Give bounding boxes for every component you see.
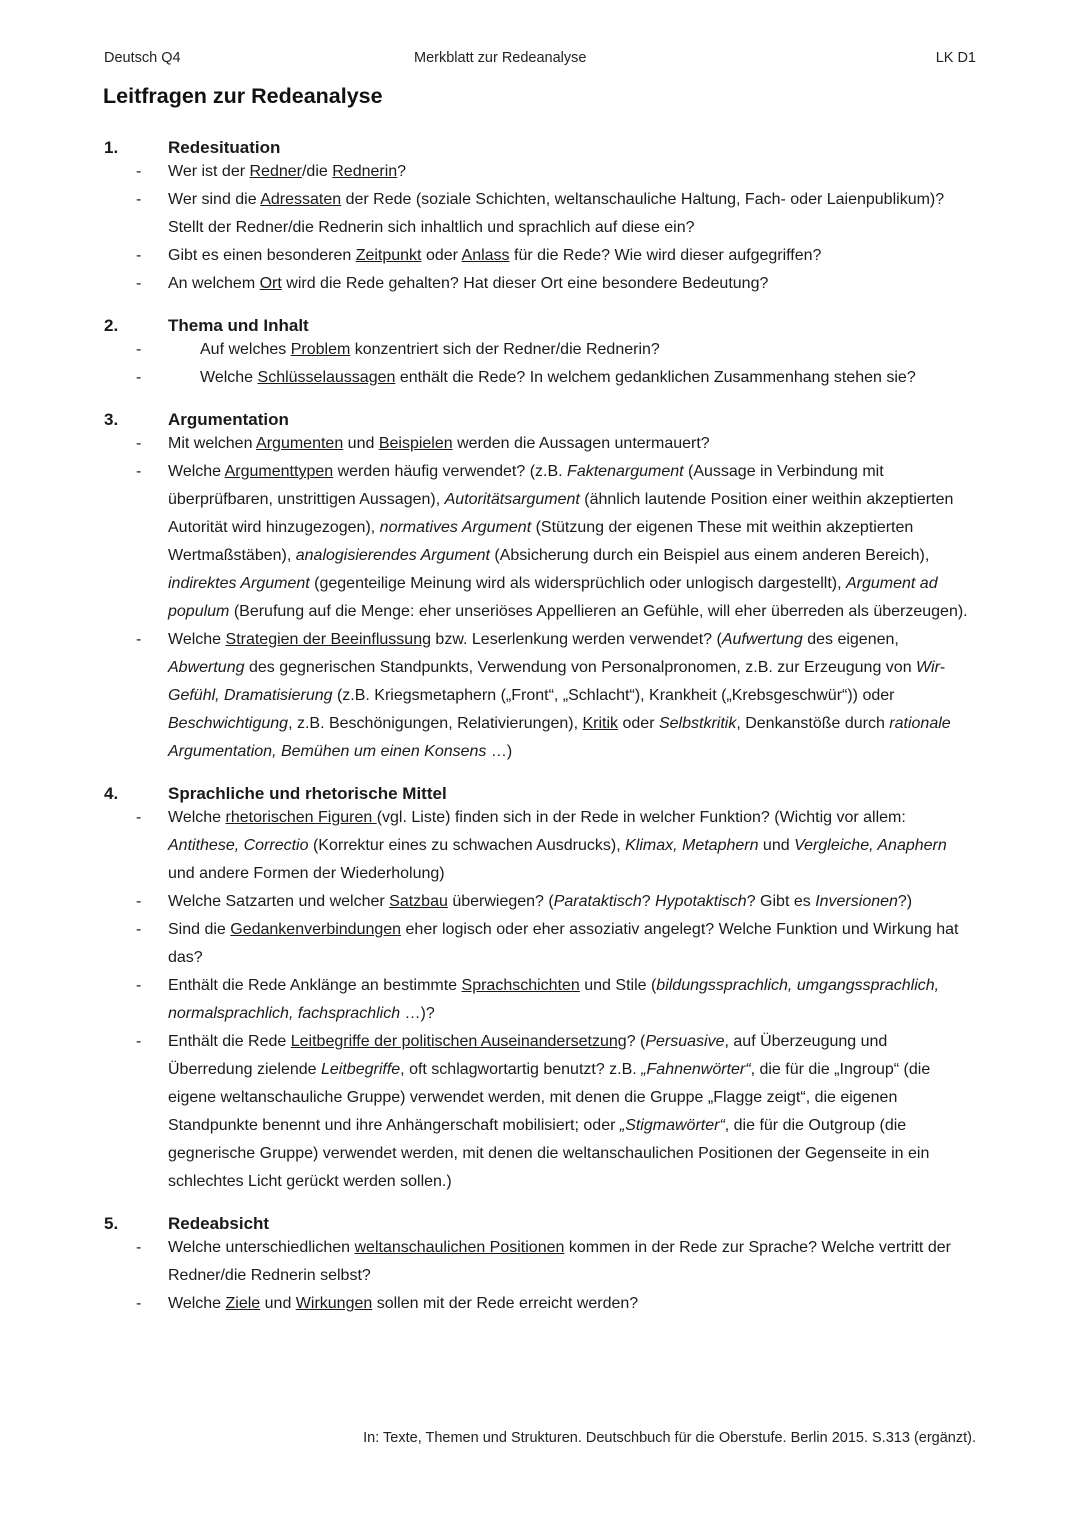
section-number: 1.: [104, 138, 119, 157]
list-item: [104, 364, 974, 392]
example-term: Aufwertung: [721, 631, 803, 648]
bullet-dash: -: [136, 977, 142, 994]
key-term: Argumenten: [256, 435, 344, 452]
list-item: [104, 916, 974, 972]
list-item: [104, 972, 974, 1028]
question-text: Sind die Gedankenverbindungen eher logisch oder eher assoziativ angelegt? Welche Funktion und Wirkung hat das?: [168, 921, 959, 966]
example-term: Persuasive: [645, 1033, 725, 1050]
section-2: [104, 308, 974, 392]
section-number: 2.: [104, 316, 119, 335]
list-item: [104, 270, 974, 298]
key-term: Leitbegriffe der politischen Auseinandersetzung: [290, 1033, 627, 1050]
example-term: Abwertung: [168, 659, 245, 676]
section-title: Argumentation: [168, 410, 289, 429]
example-term: indirektes Argument: [168, 575, 310, 592]
list-item: [104, 430, 974, 458]
question-text: Enthält die Rede Leitbegriffe der politischen Auseinandersetzung? (Persuasive, auf Überzeugung und Überredung zielende Leitbegriffe, oft schlagwortartig benutzt? z.B. „Fahnenwörter“, die für die „Ingroup“ (die eigene weltanschauliche Gruppe) verwendet werden, mit denen die Gruppe „Flagge zeigt“, die eigenen Standpunkte benennt und ihre Anhängerschaft mobilisiert; oder „Stigmawörter“, die für die Outgroup (die gegnerische Gruppe) verwendet werden, mit denen die weltanschaulichen Positionen der Gegenseite in ein schlechtes Licht gerückt werden sollen.): [168, 1033, 931, 1190]
section-heading: [104, 308, 974, 336]
bullet-dash: -: [136, 809, 142, 826]
key-term: weltanschaulichen Positionen: [354, 1239, 565, 1256]
example-term: Selbstkritik: [658, 715, 737, 732]
example-term: analogisierendes Argument: [295, 547, 490, 564]
list-item: [104, 1028, 974, 1196]
example-term: bildungssprachlich, umgangssprachlich, normalsprachlich, fachsprachlich: [168, 977, 940, 1022]
example-term: Beschwichtigung: [168, 715, 289, 732]
key-term: Ort: [259, 275, 282, 292]
example-term: Vergleiche, Anaphern: [794, 837, 947, 854]
source-citation: In: Texte, Themen und Strukturen. Deutschbuch für die Oberstufe. Berlin 2015. S.313 (ergänzt).: [363, 1430, 976, 1446]
page-title: Leitfragen zur Redeanalyse: [103, 84, 383, 108]
bullet-dash: -: [136, 1295, 142, 1312]
example-term: Antithese, Correctio: [168, 837, 309, 854]
question-text: Welche rhetorischen Figuren (vgl. Liste) finden sich in der Rede in welcher Funktion? (Wichtig vor allem: Antithese, Correctio (Korrektur eines zu schwachen Ausdrucks), Klimax, Metaphern und Vergleiche, Anaphern und andere Formen der Wiederholung): [168, 809, 947, 882]
list-item: [104, 804, 974, 888]
question-list: [104, 130, 974, 1328]
bullet-dash: -: [136, 435, 142, 452]
list-item: [104, 1234, 974, 1290]
example-term: Leitbegriffe: [321, 1061, 401, 1078]
header-document-title: Merkblatt zur Redeanalyse: [414, 50, 587, 66]
key-term: Satzbau: [389, 893, 448, 910]
section-title: Thema und Inhalt: [168, 316, 309, 335]
example-term: „Stigmawörter“: [619, 1117, 725, 1134]
example-term: „Fahnenwörter“: [641, 1061, 751, 1078]
question-text: Mit welchen Argumenten und Beispielen werden die Aussagen untermauert?: [168, 435, 710, 452]
bullet-dash: -: [136, 1239, 142, 1256]
example-term: Argument ad populum: [168, 575, 938, 620]
list-item: [104, 1290, 974, 1318]
key-term: Argumenttypen: [224, 463, 334, 480]
example-term: Faktenargument: [567, 463, 684, 480]
section-4: [104, 776, 974, 1196]
section-title: Redesituation: [168, 138, 281, 157]
list-item: [104, 458, 974, 626]
bullet-dash: -: [136, 631, 142, 648]
bullet-dash: -: [136, 191, 142, 208]
key-term: Kritik: [582, 715, 619, 732]
key-term: Wirkungen: [295, 1295, 373, 1312]
example-term: Parataktisch: [553, 893, 642, 910]
question-text: Enthält die Rede Anklänge an bestimmte Sprachschichten und Stile (bildungssprachlich, umgangssprachlich, normalsprachlich, fachsprachlich …)?: [168, 977, 940, 1022]
question-text: Wer ist der Redner/die Rednerin?: [168, 163, 407, 180]
key-term: Zeitpunkt: [355, 247, 422, 264]
key-term: Schlüsselaussagen: [257, 369, 396, 386]
key-term: Rednerin: [332, 163, 398, 180]
key-term: Sprachschichten: [461, 977, 580, 994]
section-number: 5.: [104, 1214, 119, 1233]
question-text: Welche unterschiedlichen weltanschaulichen Positionen kommen in der Rede zur Sprache? Welche vertritt der Redner/die Rednerin selbst?: [168, 1239, 951, 1284]
page-header: [104, 50, 976, 70]
section-heading: [104, 130, 974, 158]
list-item: [104, 158, 974, 186]
example-term: Autoritätsargument: [444, 491, 580, 508]
bullet-dash: -: [136, 341, 142, 358]
example-term: normatives Argument: [379, 519, 532, 536]
example-term: rationale Argumentation, Bemühen um einen Konsens: [168, 715, 951, 760]
section-heading: [104, 776, 974, 804]
section-title: Sprachliche und rhetorische Mittel: [168, 784, 447, 803]
bullet-dash: -: [136, 163, 142, 180]
section-5: [104, 1206, 974, 1318]
section-title: Redeabsicht: [168, 1214, 270, 1233]
header-course: Deutsch Q4: [104, 50, 181, 66]
key-term: Redner: [249, 163, 302, 180]
key-term: Strategien der Beeinflussung: [225, 631, 431, 648]
section-heading: [104, 1206, 974, 1234]
bullet-dash: -: [136, 921, 142, 938]
question-text: Wer sind die Adressaten der Rede (soziale Schichten, weltanschauliche Haltung, Fach- oder Laienpublikum)? Stellt der Redner/die Rednerin sich inhaltlich und sprachlich auf diese ein?: [168, 191, 945, 236]
list-item: [104, 626, 974, 766]
header-class: LK D1: [935, 50, 976, 66]
bullet-dash: -: [136, 463, 142, 480]
bullet-dash: -: [136, 247, 142, 264]
key-term: Ziele: [225, 1295, 261, 1312]
list-item: [104, 336, 974, 364]
key-term: Anlass: [461, 247, 510, 264]
list-item: [104, 242, 974, 270]
example-term: Hypotaktisch: [655, 893, 747, 910]
key-term: Gedankenverbindungen: [230, 921, 402, 938]
question-text: Gibt es einen besonderen Zeitpunkt oder Anlass für die Rede? Wie wird dieser aufgegriffen?: [168, 247, 822, 264]
section-3: [104, 402, 974, 766]
question-text: Auf welches Problem konzentriert sich der Redner/die Rednerin?: [200, 341, 660, 358]
example-term: Klimax, Metaphern: [625, 837, 759, 854]
question-text: Welche Schlüsselaussagen enthält die Rede? In welchem gedanklichen Zusammenhang stehen sie?: [200, 369, 916, 386]
example-term: Inversionen: [815, 893, 898, 910]
bullet-dash: -: [136, 275, 142, 292]
key-term: Adressaten: [260, 191, 342, 208]
section-heading: [104, 402, 974, 430]
bullet-dash: -: [136, 369, 142, 386]
bullet-dash: -: [136, 893, 142, 910]
section-number: 3.: [104, 410, 119, 429]
list-item: [104, 888, 974, 916]
question-text: Welche Argumenttypen werden häufig verwendet? (z.B. Faktenargument (Aussage in Verbindung mit überprüfbaren, unstrittigen Aussagen), Autoritätsargument (ähnlich lautende Position einer weithin akzeptierten Autorität wird hinzugezogen), normatives Argument (Stützung der eigenen These mit weithin akzeptierten Wertmaßstäben), analogisierendes Argument (Absicherung durch ein Beispiel aus einem anderen Bereich), indirektes Argument (gegenteilige Meinung wird als widersprüchlich oder unlogisch dargestellt), Argument ad populum (Berufung auf die Menge: eher unseriöses Appellieren an Gefühle, will eher überreden als überzeugen).: [168, 463, 968, 620]
bullet-dash: -: [136, 1033, 142, 1050]
question-text: Welche Ziele und Wirkungen sollen mit der Rede erreicht werden?: [168, 1295, 639, 1312]
example-term: Wir-Gefühl, Dramatisierung: [168, 659, 945, 704]
question-text: An welchem Ort wird die Rede gehalten? Hat dieser Ort eine besondere Bedeutung?: [168, 275, 769, 292]
key-term: Beispielen: [378, 435, 453, 452]
section-1: [104, 130, 974, 298]
question-text: Welche Strategien der Beeinflussung bzw. Leserlenkung werden verwendet? (Aufwertung des eigenen, Abwertung des gegnerischen Standpunkts, Verwendung von Personalpronomen, z.B. zur Erzeugung von Wir-Gefühl, Dramatisierung (z.B. Kriegsmetaphern („Front“, „Schlacht“), Krankheit („Krebsgeschwür“)) oder Beschwichtigung, z.B. Beschönigungen, Relativierungen), Kritik oder Selbstkritik, Denkanstöße durch rationale Argumentation, Bemühen um einen Konsens …): [168, 631, 951, 760]
list-item: [104, 186, 974, 242]
section-number: 4.: [104, 784, 119, 803]
question-text: Welche Satzarten und welcher Satzbau überwiegen? (Parataktisch? Hypotaktisch? Gibt es Inversionen?): [168, 893, 913, 910]
key-term: rhetorischen Figuren: [225, 809, 377, 826]
key-term: Problem: [290, 341, 351, 358]
